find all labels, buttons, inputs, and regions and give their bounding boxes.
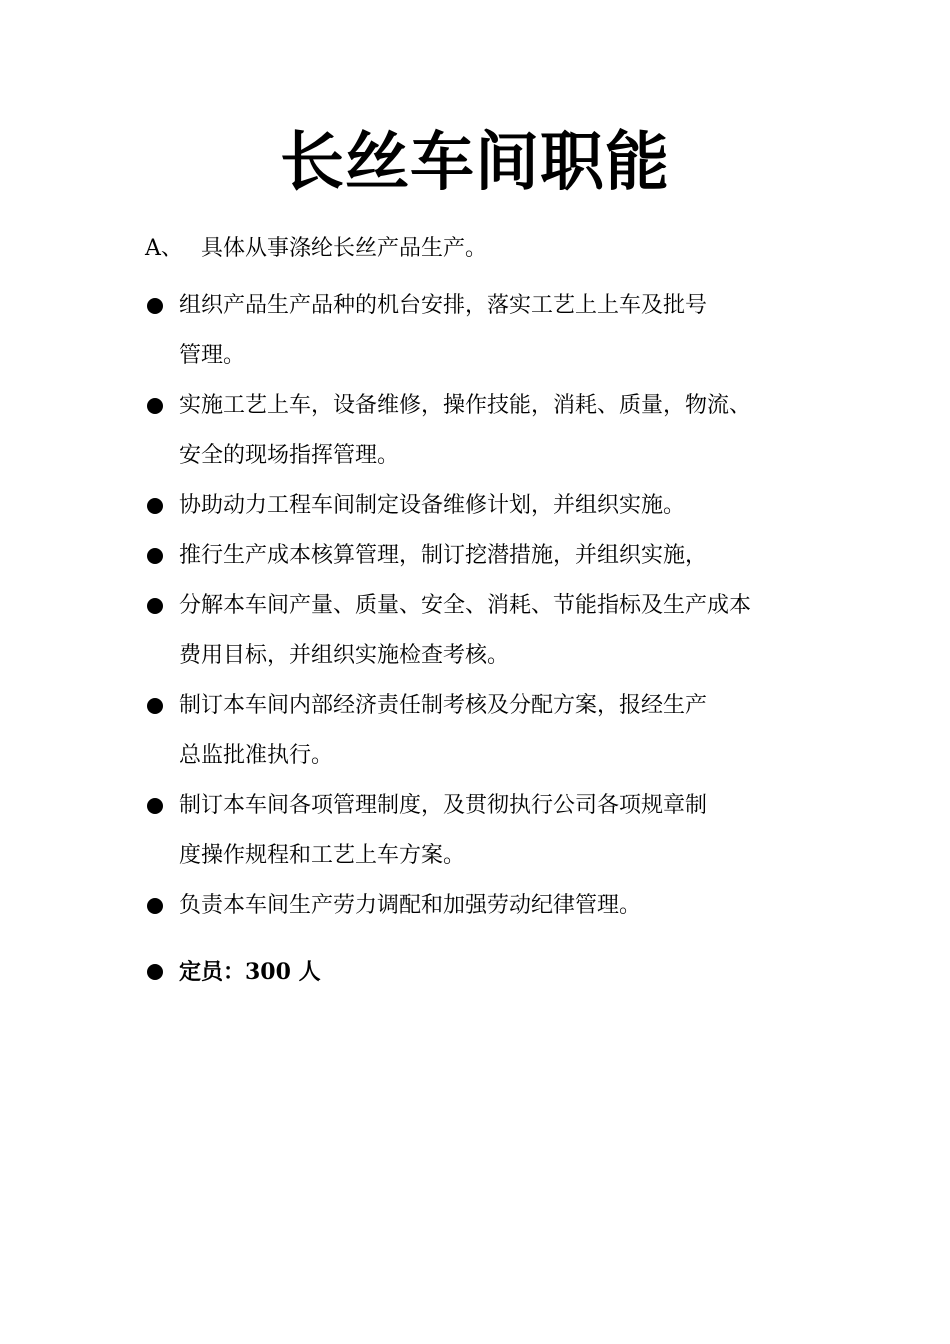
list-item-line: 总监批准执行。 <box>179 743 334 768</box>
bullet-icon <box>147 548 163 564</box>
list-item <box>145 281 845 381</box>
bullet-icon <box>147 598 163 614</box>
list-item <box>145 881 845 931</box>
duty-list <box>145 281 845 931</box>
list-item <box>145 481 845 531</box>
list-item <box>145 781 845 881</box>
list-item <box>145 681 845 781</box>
list-item-line: 协助动力工程车间制定设备维修计划，并组织实施。 <box>179 493 686 518</box>
list-item-line: 负责本车间生产劳力调配和加强劳动纪律管理。 <box>179 893 642 918</box>
page-title: 长丝车间职能 <box>280 126 670 200</box>
staff-quota <box>145 950 321 994</box>
list-item-line: 安全的现场指挥管理。 <box>179 443 400 468</box>
list-item <box>145 381 845 481</box>
bullet-icon <box>147 298 163 314</box>
intro-marker: A、 <box>145 236 183 261</box>
list-item-line: 度操作规程和工艺上车方案。 <box>179 843 466 868</box>
bullet-icon <box>147 898 163 914</box>
intro-line <box>145 232 487 266</box>
list-item-line: 制订本车间内部经济责任制考核及分配方案，报经生产 <box>179 693 708 718</box>
list-item-line: 组织产品生产品种的机台安排，落实工艺上上车及批号 <box>179 293 708 318</box>
list-item-line: 费用目标，并组织实施检查考核。 <box>179 643 510 668</box>
list-item <box>145 531 845 581</box>
list-item-line: 实施工艺上车，设备维修，操作技能，消耗、质量，物流、 <box>179 393 752 418</box>
bullet-icon <box>147 498 163 514</box>
list-item-line: 推行生产成本核算管理，制订挖潜措施，并组织实施， <box>179 543 708 568</box>
list-item <box>145 581 845 681</box>
bullet-icon <box>147 964 163 980</box>
list-item-line: 分解本车间产量、质量、安全、消耗、节能指标及生产成本 <box>179 593 752 618</box>
bullet-icon <box>147 398 163 414</box>
intro-text: 具体从事涤纶长丝产品生产。 <box>201 236 488 261</box>
bullet-icon <box>147 698 163 714</box>
staff-quota-text: 定员：300 人 <box>179 959 321 985</box>
list-item-line: 管理。 <box>179 343 246 368</box>
list-item-line: 制订本车间各项管理制度，及贯彻执行公司各项规章制 <box>179 793 708 818</box>
bullet-icon <box>147 798 163 814</box>
